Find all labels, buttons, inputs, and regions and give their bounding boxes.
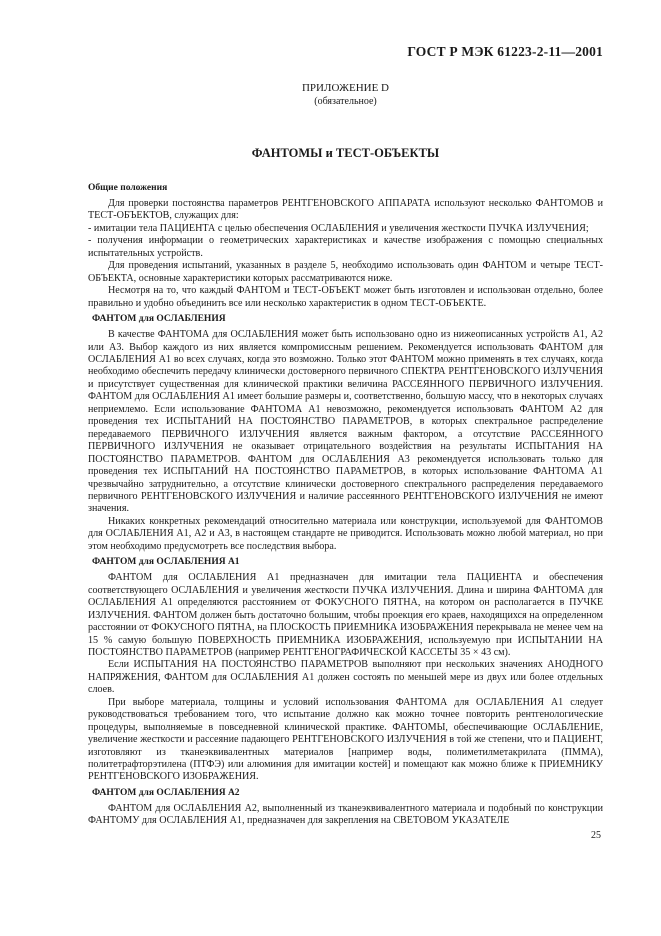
section-heading: ФАНТОМ для ОСЛАБЛЕНИЯ А1 <box>92 557 240 568</box>
appendix-status: (обязательное) <box>314 96 377 107</box>
paragraph: При выборе материала, толщины и условий использования ФАНТОМА для ОСЛАБЛЕНИЯ А1 следует руководствоваться требованием того, что испытание должно как можно точнее повторить рентгенологические процедуры, выполняемые в повседневной клинической практике. ФАНТОМЫ, обеспечивающие ОСЛАБЛЕНИЕ, увеличение жесткости и рассеяние падающего РЕНТГЕНОВСКОГО ИЗЛУЧЕНИЯ в той же степени, что и ПАЦИЕНТ, изготовляют из тканеэквивалентных материалов [например воды, полиметилметакрилата (ПММА), политетрафторэтилена (ПТФЭ) или алюминия для имитации костей] и помещают как можно ближе к ПРИЕМНИКУ РЕНТГЕНОВСКОГО ИЗОБРАЖЕНИЯ. <box>88 696 603 783</box>
page-title: ФАНТОМЫ и ТЕСТ-ОБЪЕКТЫ <box>251 146 440 160</box>
list-item: - получения информации о геометрических характеристиках и качестве изображения с помощью специальных испытательных устройств. <box>88 235 603 259</box>
paragraph: В качестве ФАНТОМА для ОСЛАБЛЕНИЯ может быть использовано одно из нижеописанных устройств А1, А2 или А3. Выбор каждого из них является компромиссным решением. Рекомендуется использовать ФАНТОМ для ОСЛАБЛЕНИЯ А1 во всех случаях, когда это возможно. Только этот ФАНТОМ можно применять в тех случаях, когда необходимо обеспечить передачу клинически достоверного первичного СПЕКТРА РЕНТГЕНОВСКОГО ИЗЛУЧЕНИЯ и присутствует существенная для клинической практики величина РАССЕЯННОГО ПЕРВИЧНОГО ИЗЛУЧЕНИЯ. ФАНТОМ для ОСЛАБЛЕНИЯ А1 имеет большие размеры и, соответственно, большую массу, что в некоторых случаях неприемлемо. Если использование ФАНТОМА А1 невозможно, рекомендуется использовать ФАНТОМ А2 для проведения тех ИСПЫТАНИЙ НА ПОСТОЯНСТВО ПАРАМЕТРОВ, в которых спектральное распределение передаваемого ПЕРВИЧНОГО ИЗЛУЧЕНИЯ является важным фактором, а отсутствие РАССЕЯННОГО ПЕРВИЧНОГО ИЗЛУЧЕНИЯ не оказывает отрицательного воздействия на результаты ИСПЫТАНИЯ НА ПОСТОЯНСТВО ПАРАМЕТРОВ. ФАНТОМ для ОСЛАБЛЕНИЯ А3 рекомендуется использовать только для проведения тех ИСПЫТАНИЙ НА ПОСТОЯНСТВО ПАРАМЕТРОВ, в которых использование ФАНТОМА А1 чрезвычайно затруднительно, а отсутствие клинически достоверного спектрального распределения передаваемого первичного РЕНТГЕНОВСКОГО ИЗЛУЧЕНИЯ и наличие рассеянного РЕНТГЕНОВСКОГО ИЗЛУЧЕНИЯ не имеют значения. <box>88 329 603 515</box>
paragraph: ФАНТОМ для ОСЛАБЛЕНИЯ А1 предназначен для имитации тела ПАЦИЕНТА и обеспечения соответствующего ОСЛАБЛЕНИЯ и увеличения жесткости ПУЧКА ИЗЛУЧЕНИЯ. Длина и ширина ФАНТОМА для ОСЛАБЛЕНИЯ А1 определяются расстоянием от ФОКУСНОГО ПЯТНА, на котором он располагается в ПУЧКЕ ИЗЛУЧЕНИЯ. ФАНТОМ должен быть достаточно большим, чтобы проекция его краев, находящихся на определенном расстоянии от ФОКУСНОГО ПЯТНА, на ПЛОСКОСТЬ ПРИЕМНИКА ИЗОБРАЖЕНИЯ перекрывала не менее чем на 15 % самую большую ПОВЕРХНОСТЬ ПРИЕМНИКА ИЗОБРАЖЕНИЯ, используемую при ИСПЫТАНИИ НА ПОСТОЯНСТВО ПАРАМЕТРОВ (например РЕНТГЕНОГРАФИЧЕСКОЙ КАССЕТЫ 35 × 43 см). <box>88 572 603 658</box>
section-heading: Общие положения <box>88 183 168 193</box>
section-heading: ФАНТОМ для ОСЛАБЛЕНИЯ <box>92 314 226 325</box>
paragraph: ФАНТОМ для ОСЛАБЛЕНИЯ А2, выполненный из тканеэквивалентного материала и подобный по конструкции ФАНТОМУ для ОСЛАБЛЕНИЯ А1, предназначен для закрепления на СВЕТОВОМ УКАЗАТЕЛЕ <box>88 802 603 827</box>
section-a2 <box>88 788 603 828</box>
section-heading: ФАНТОМ для ОСЛАБЛЕНИЯ А2 <box>92 787 240 798</box>
appendix-label: ПРИЛОЖЕНИЕ D <box>301 82 389 94</box>
list-item: - имитации тела ПАЦИЕНТА с целью обеспечения ОСЛАБЛЕНИЯ и увеличения жесткости ПУЧКА ИЗЛУЧЕНИЯ; <box>88 222 589 234</box>
paragraph: Для проверки постоянства параметров РЕНТГЕНОВСКОГО АППАРАТА используют несколько ФАНТОМОВ и ТЕСТ-ОБЪЕКТОВ, служащих для: <box>88 198 603 222</box>
section-a1 <box>88 557 603 784</box>
section-attenuation <box>88 314 603 553</box>
appendix-block <box>88 82 603 108</box>
page-number: 25 <box>591 830 601 841</box>
section-general <box>88 183 603 310</box>
paragraph: Для проведения испытаний, указанных в разделе 5, необходимо использовать один ФАНТОМ и четыре ТЕСТ-ОБЪЕКТА, основные характеристики которых рассматриваются ниже. <box>88 260 603 284</box>
paragraph: Никаких конкретных рекомендаций относительно материала или конструкции, используемой для ФАНТОМОВ для ОСЛАБЛЕНИЯ А1, А2 и А3, в настоящем стандарте не приводится. Использовать можно любой материал, но при этом необходимо предусмотреть все последствия выбора. <box>88 515 603 552</box>
standard-header: ГОСТ Р МЭК 61223-2-11—2001 <box>407 44 603 59</box>
paragraph: Если ИСПЫТАНИЯ НА ПОСТОЯНСТВО ПАРАМЕТРОВ выполняют при нескольких значениях АНОДНОГО НАПРЯЖЕНИЯ, ФАНТОМ для ОСЛАБЛЕНИЯ А1 должен состоять по меньшей мере из двух или более отдельных слоев. <box>88 659 603 696</box>
paragraph: Несмотря на то, что каждый ФАНТОМ и ТЕСТ-ОБЪЕКТ может быть изготовлен и использован отдельно, более правильно и удобно объединить все или несколько характеристик в одном ТЕСТ-ОБЪЕКТЕ. <box>88 285 603 309</box>
